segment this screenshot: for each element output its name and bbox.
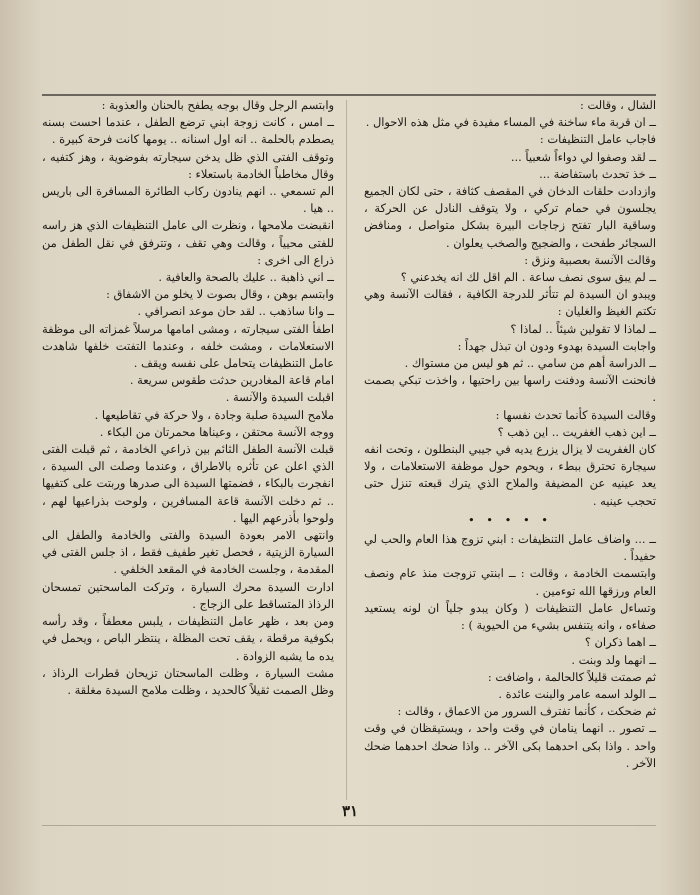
paragraph: وابتسمت الخادمة ، وقالت : ــ ابنتي تزوجت منذ عام ونصف العام ورزقها الله توءمين .: [364, 566, 656, 598]
page-number: ٣١: [341, 802, 359, 820]
paragraph: وانتهى الامر بعودة السيدة والفتى والخادمة والطفل الى السيارة الزيتية ، فحصل تغير طفيف فقط ، اذ جلس الفتى في المقدمة ، وجلست الخادمة في المقعد الخلفي .: [42, 528, 334, 577]
paragraph: ــ لم يبق سوى نصف ساعة . الم اقل لك انه يخدعني ؟: [400, 270, 656, 285]
paragraph: ــ ... واضاف عامل التنظيفات : ابني تزوج هذا العام والحب لي حفيداً .: [364, 532, 656, 564]
paragraph: ــ انهما ولد وبنت .: [571, 652, 656, 667]
column-divider: [346, 100, 347, 800]
paragraph: اطفأ الفتى سيجارته ، ومشى امامها مرسلاً غمزاته الى موظفة الاستعلامات ، ومشت خلفه ، وعندما التفتت خلفها شاهدت عامل التنظيفات يتحامل على نفسه ويقف .: [42, 321, 334, 371]
paragraph: واجابت السيدة بهدوء ودون ان تبذل جهداً :: [457, 338, 656, 353]
paragraph: ــ لقد وصفوا لي دواءاً شعبياً ...: [510, 149, 656, 164]
paragraph: فاجاب عامل التنظيفات :: [539, 132, 656, 147]
paragraph: ــ اين ذهب الغفريت .. اين ذهب ؟: [497, 424, 656, 439]
bottom-rule: [42, 825, 656, 826]
paragraph: ادارت السيدة محرك السيارة ، وتركت الماسحتين تمسحان الرذاذ المتساقط على الزجاج .: [42, 579, 334, 611]
paragraph: وتوقف الفتى الذي ظل يدخن سيجارته بفوضوية ، وهز كتفيه ، وقال مخاطباً الخادمة باستعلاء :: [42, 149, 334, 181]
paragraph: وابتسم الرجل وقال بوجه يطفح بالحنان والعذوبة :: [101, 98, 334, 112]
paragraph: وتساءل عامل التنظيفات ( وكان يبدو جلياً ان لونه يستعيد صفاءه ، وانه يتنفس بشيء من الحيوية ) :: [364, 600, 656, 633]
paragraph: ووجه الآنسة محتقن ، وعيناها محمرتان من البكاء .: [99, 424, 334, 439]
paragraph: وابتسم بوهن ، وقال بصوت لا يخلو من الاشفاق :: [106, 287, 334, 302]
left-column: [42, 97, 334, 699]
paragraph: ــ امس ، كانت زوجة ابني ترضع الطفل ، عندما احست بسنه يصطدم بالحلمة .. انه اول اسنانه .. يومها كانت فرحة كبيرة .: [42, 115, 334, 147]
paragraph: امام قاعة المغادرين حدثت طقوس سريعة .: [129, 373, 334, 388]
paragraph: ــ الولد اسمه عامر والبنت عائدة .: [498, 686, 656, 701]
top-rule: [42, 94, 656, 96]
section-break: • • • • •: [467, 512, 553, 527]
paragraph: ثم ضحكت ، كأنما تفترف السرور من الاعماق ، وقالت :: [397, 704, 656, 719]
paragraph: انقبضت ملامحها ، ونظرت الى عامل التنظيفات الذي هز راسه للفتى محيياً ، وقالت وهي تقف ، وتترفق في نقل الطفل من ذراع الى اخرى :: [42, 218, 334, 267]
paragraph: قبلت الآنسة الطفل الثائم بين ذراعي الخادمة ، ثم قبلت الفتى الذي اعلن عن تأثره بالاطراق ، وعندما وصلت الى السيدة ، انفجرت بالبكاء ، فضمتها السيدة الى صدرها وربتت على كتفيها .. ثم دخلت الآنسة قاعة المسافرين ، ولوحت بذراعيها لهم ، ولوحوا بأذرعهم اليها .: [42, 442, 334, 525]
paragraph: ــ لماذا لا تقولين شيئاً .. لماذا ؟: [510, 321, 656, 336]
paragraph: ــ ان قربة ماء ساخنة في المساء مفيدة في مثل هذه الاحوال .: [365, 115, 656, 130]
paragraph: ويبدو ان السيدة لم تتأثر للدرجة الكافية ، فقالت الآنسة وهي تكتم الغيظ والغليان :: [364, 287, 656, 319]
paragraph: وازدادت حلقات الدخان في المقصف كثافة ، حتى لكان الجميع يجلسون في حمام تركي ، ولا يتوقف النادل عن الحركة ، وساقية البار تفتح زجاجات البيرة بشكل متواصل ، ومنافض السجائر طفحت ، والضجيج والصخب يعلوان .: [364, 184, 656, 250]
paragraph: ــ خذ تحدث باستفاضة ...: [539, 166, 656, 181]
paragraph: كان الغفريت لا يزال يزرع يديه في جيبي البنطلون ، وتحت انفه سيجارة تحترق ببطء ، ويحوم حول موظفة الاستعلامات ، ولا يعد عينيه عن المضيفة والملاح الذي يترك قبعته تنزل حتى تحجب عينيه .: [364, 442, 656, 508]
paragraph: ملامح السيدة صلبة وجادة ، ولا حركة في تقاطيعها .: [94, 407, 334, 422]
paragraph: ــ تصور .. انهما ينامان في وقت واحد ، ويستيقظان في وقت واحد . واذا بكى احدهما بكى الآخر .. واذا ضحك احدهما ضحك الآخر .: [364, 721, 656, 770]
paragraph: وقالت السيدة كأنما تحدث نفسها :: [495, 407, 656, 422]
paragraph: ثم صمتت قليلاً كالحالمة ، واضافت :: [487, 669, 656, 684]
paragraph: وقالت الآنسة بعصبية ونزق :: [524, 252, 656, 267]
paragraph: ــ وانا ساذهب .. لقد حان موعد انصرافي .: [137, 304, 334, 319]
paragraph: ــ اهما ذكران ؟: [584, 635, 656, 650]
paragraph: ــ الدراسة أهم من سامي .. ثم هو ليس من مستواك .: [404, 356, 656, 371]
paragraph: ــ اني ذاهبة .. عليك بالصحة والعافية .: [158, 270, 334, 285]
paragraph: ومن بعد ، ظهر عامل التنظيفات ، يلبس معطفاً ، وقد رأسه بكوفية مرقطة ، يقف تحت المظلة ، ينتظر الباص ، ويحمل في يده ما يشبه الزوادة .: [42, 614, 334, 663]
right-column: [364, 97, 656, 772]
paragraph: فانحنت الآنسة ودفنت راسها بين راحتيها ، واخذت تبكي بصمت .: [364, 373, 656, 405]
paragraph: اقبلت السيدة والآنسة .: [225, 390, 334, 405]
paragraph: الشال ، وقالت :: [580, 98, 656, 112]
paragraph: الم تسمعي .. انهم ينادون ركاب الطائرة المسافرة الى باريس .. هيا .: [42, 184, 334, 216]
paragraph: مشت السيارة ، وظلت الماسحتان تزيحان قطرات الرذاذ ، وظل الصمت ثقيلاً كالحديد ، وظلت ملامح السيدة مغلقة .: [42, 665, 334, 697]
